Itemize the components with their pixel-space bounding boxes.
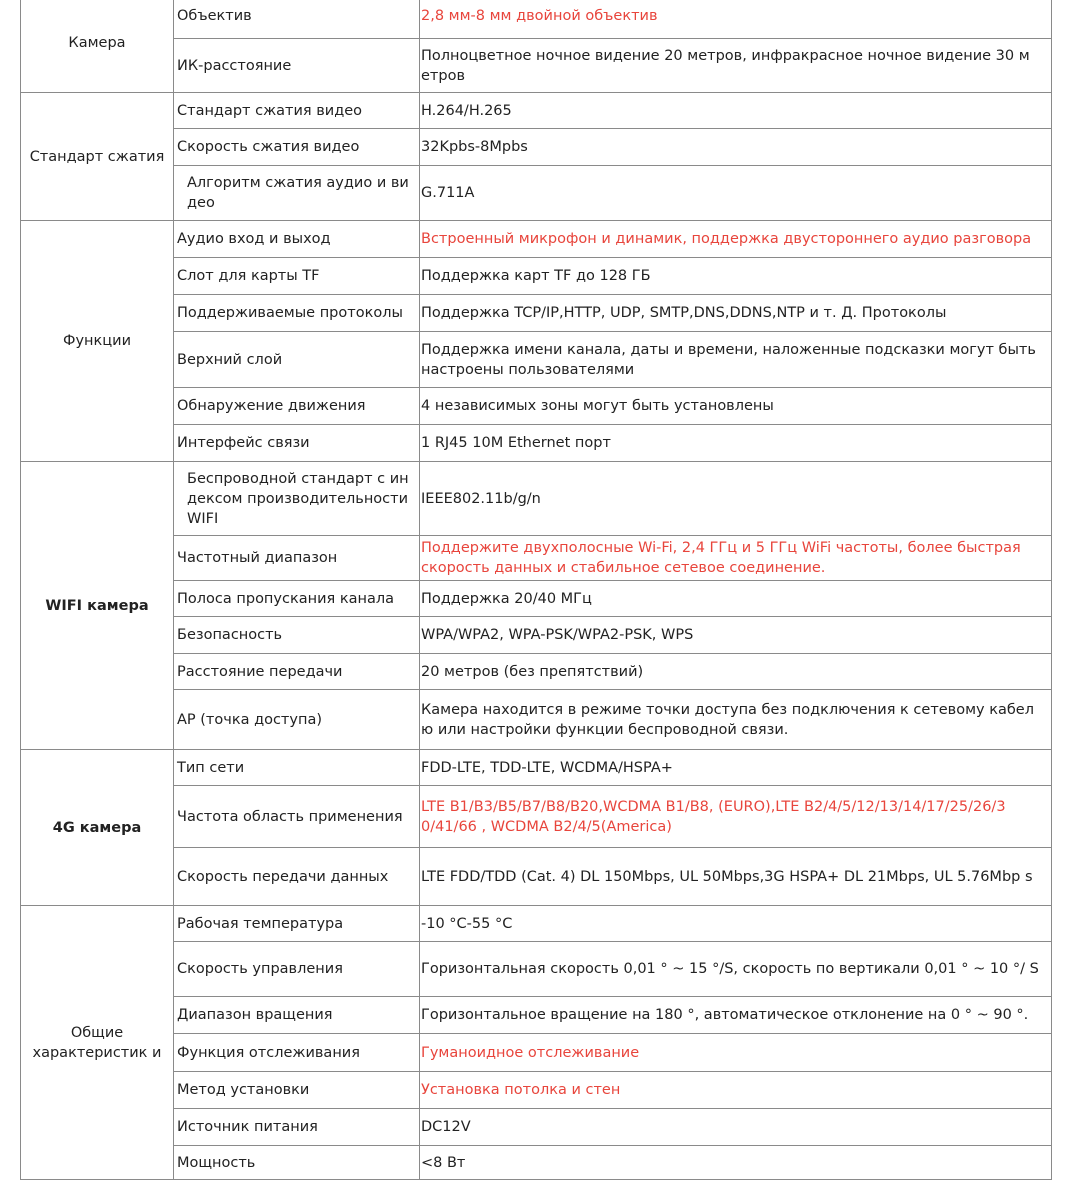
category-compression: Стандарт сжатия: [21, 93, 174, 221]
spec-value: -10 °C-55 °C: [420, 906, 1052, 942]
spec-label: Частота область применения: [174, 786, 420, 848]
spec-label: Функция отслеживания: [174, 1034, 420, 1072]
spec-value: LTE B1/B3/B5/B7/B8/B20,WCDMA B1/B8, (EURO),LTE B2/4/5/12/13/14/17/25/26/3 0/41/66 , WCDMA B2/4/5(America): [420, 786, 1052, 848]
spec-value: 32Kpbs-8Mpbs: [420, 129, 1052, 166]
spec-value: Горизонтальное вращение на 180 °, автоматическое отклонение на 0 ° ~ 90 °.: [420, 997, 1052, 1034]
spec-label: Безопасность: [174, 617, 420, 654]
spec-label: Рабочая температура: [174, 906, 420, 942]
category-wifi-camera: WIFI камера: [21, 462, 174, 750]
spec-value: Полноцветное ночное видение 20 метров, инфракрасное ночное видение 30 м етров: [420, 39, 1052, 93]
spec-label: Частотный диапазон: [174, 536, 420, 581]
spec-label: Интерфейс связи: [174, 425, 420, 462]
spec-label: Поддерживаемые протоколы: [174, 295, 420, 332]
spec-value: 2,8 мм-8 мм двойной объектив: [420, 0, 1052, 39]
spec-value: Камера находится в режиме точки доступа без подключения к сетевому кабел ю или настройки функции беспроводной связи.: [420, 690, 1052, 750]
specs-table: [20, 0, 1052, 1180]
spec-value: LTE FDD/TDD (Cat. 4) DL 150Mbps, UL 50Mbps,3G HSPA+ DL 21Mbps, UL 5.76Mbp s: [420, 848, 1052, 906]
spec-label: Мощность: [174, 1146, 420, 1180]
spec-label: AP (точка доступа): [174, 690, 420, 750]
spec-label: Расстояние передачи: [174, 654, 420, 690]
spec-value: DC12V: [420, 1109, 1052, 1146]
spec-label: Алгоритм сжатия аудио и ви део: [174, 166, 420, 221]
spec-label: Аудио вход и выход: [174, 221, 420, 258]
spec-label: Диапазон вращения: [174, 997, 420, 1034]
spec-value: H.264/H.265: [420, 93, 1052, 129]
spec-value: Поддержите двухполосные Wi-Fi, 2,4 ГГц и 5 ГГц WiFi частоты, более быстрая скорость данных и стабильное сетевое соединение.: [420, 536, 1052, 581]
spec-value: 4 независимых зоны могут быть установлены: [420, 388, 1052, 425]
spec-value: Гуманоидное отслеживание: [420, 1034, 1052, 1072]
spec-label: Источник питания: [174, 1109, 420, 1146]
spec-value: Встроенный микрофон и динамик, поддержка двустороннего аудио разговора: [420, 221, 1052, 258]
spec-value: Поддержка карт TF до 128 ГБ: [420, 258, 1052, 295]
spec-label: Полоса пропускания канала: [174, 581, 420, 617]
spec-label: Скорость передачи данных: [174, 848, 420, 906]
category-functions: Функции: [21, 221, 174, 462]
spec-value: Установка потолка и стен: [420, 1072, 1052, 1109]
spec-value: IEEE802.11b/g/n: [420, 462, 1052, 536]
spec-label: Метод установки: [174, 1072, 420, 1109]
spec-value: Горизонтальная скорость 0,01 ° ~ 15 °/S, скорость по вертикали 0,01 ° ~ 10 °/ S: [420, 942, 1052, 997]
category-camera: Камера: [21, 0, 174, 93]
spec-value: Поддержка имени канала, даты и времени, наложенные подсказки могут быть настроены пользователями: [420, 332, 1052, 388]
spec-value: 1 RJ45 10M Ethernet порт: [420, 425, 1052, 462]
spec-value: FDD-LTE, TDD-LTE, WCDMA/HSPA+: [420, 750, 1052, 786]
spec-label: Объектив: [174, 0, 420, 39]
spec-label: Скорость управления: [174, 942, 420, 997]
spec-label: Верхний слой: [174, 332, 420, 388]
spec-value: Поддержка 20/40 МГц: [420, 581, 1052, 617]
spec-value: Поддержка TCP/IP,HTTP, UDP, SMTP,DNS,DDNS,NTP и т. Д. Протоколы: [420, 295, 1052, 332]
spec-value: WPA/WPA2, WPA-PSK/WPA2-PSK, WPS: [420, 617, 1052, 654]
spec-label: Скорость сжатия видео: [174, 129, 420, 166]
spec-label: Тип сети: [174, 750, 420, 786]
spec-label: Беспроводной стандарт с ин дексом производительности WIFI: [174, 462, 420, 536]
category-4g-camera: 4G камера: [21, 750, 174, 906]
spec-label: Слот для карты TF: [174, 258, 420, 295]
category-general: Общие характеристик и: [21, 906, 174, 1180]
spec-label: ИК-расстояние: [174, 39, 420, 93]
spec-value: <8 Вт: [420, 1146, 1052, 1180]
spec-label: Стандарт сжатия видео: [174, 93, 420, 129]
spec-label: Обнаружение движения: [174, 388, 420, 425]
spec-value: G.711A: [420, 166, 1052, 221]
spec-value: 20 метров (без препятствий): [420, 654, 1052, 690]
